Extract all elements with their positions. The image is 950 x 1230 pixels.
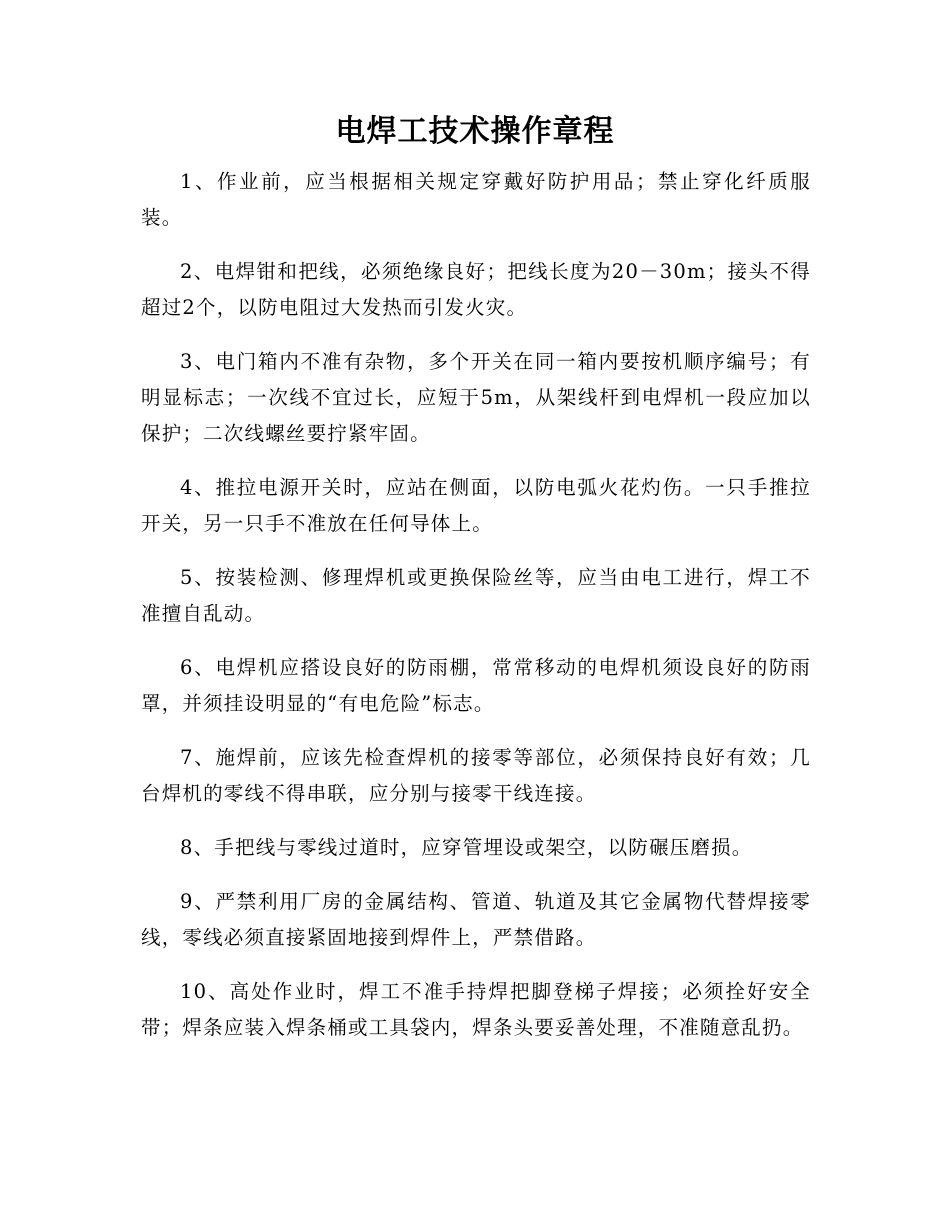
paragraph-8: 8、手把线与零线过道时，应穿管埋设或架空，以防碾压磨损。 bbox=[180, 836, 753, 859]
document-title: 电焊工技术操作章程 bbox=[335, 114, 615, 149]
paragraph-4: 4、推拉电源开关时，应站在侧面，以防电弧火花灼伤。一只手推拉开关，另一只手不准放在任何导体上。 bbox=[141, 476, 811, 535]
paragraph-5: 5、按装检测、修理焊机或更换保险丝等，应当由电工进行，焊工不准擅自乱动。 bbox=[141, 566, 811, 625]
paragraph-1: 1、作业前，应当根据相关规定穿戴好防护用品；禁止穿化纤质服装。 bbox=[141, 170, 811, 229]
document-body bbox=[141, 164, 811, 1064]
paragraph-2: 2、电焊钳和把线，必须绝缘良好；把线长度为20－30m；接头不得超过2个，以防电阻过大发热而引发火灾。 bbox=[141, 260, 811, 319]
paragraph-7: 7、施焊前，应该先检查焊机的接零等部位，必须保持良好有效；几台焊机的零线不得串联，应分别与接零干线连接。 bbox=[141, 746, 811, 805]
paragraph-9: 9、严禁利用厂房的金属结构、管道、轨道及其它金属物代替焊接零线，零线必须直接紧固地接到焊件上，严禁借路。 bbox=[141, 890, 811, 949]
paragraph-10: 10、高处作业时，焊工不准手持焊把脚登梯子焊接；必须拴好安全带；焊条应装入焊条桶或工具袋内，焊条头要妥善处理，不准随意乱扔。 bbox=[141, 980, 811, 1039]
paragraph-3: 3、电门箱内不准有杂物，多个开关在同一箱内要按机顺序编号；有明显标志；一次线不宜过长，应短于5m，从架线杆到电焊机一段应加以保护；二次线螺丝要拧紧牢固。 bbox=[141, 350, 811, 445]
paragraph-6: 6、电焊机应搭设良好的防雨棚，常常移动的电焊机须设良好的防雨罩，并须挂设明显的“有电危险”标志。 bbox=[141, 656, 811, 715]
